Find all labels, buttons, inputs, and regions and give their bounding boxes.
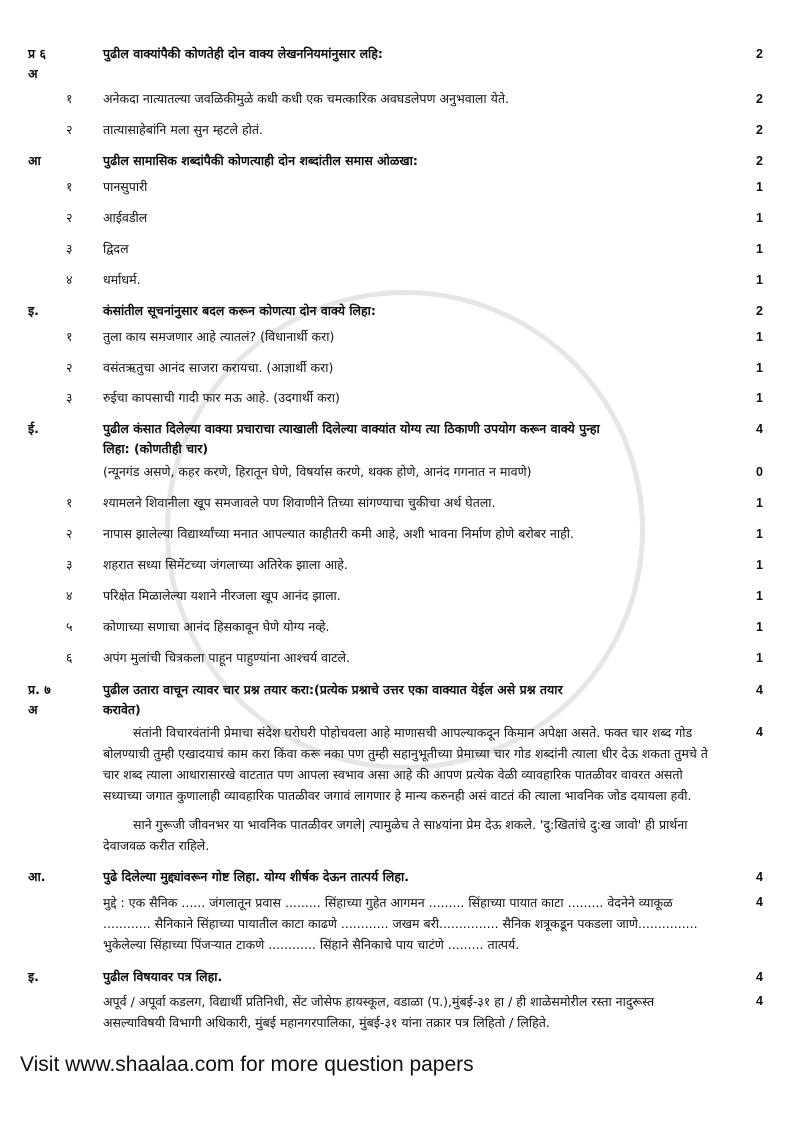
item-number: १ xyxy=(66,495,73,510)
question-row xyxy=(0,967,800,991)
item-number: ५ xyxy=(66,619,73,634)
item-text: अनेकदा नात्यातल्या जवळिकीमुळे कधी कधी एक चमत्कारिक अवघडलेपण अनुभवाला येते. xyxy=(103,91,509,106)
item-text: वसंतऋतुचा आनंद साजरा करायचा. (आज्ञार्थी करा) xyxy=(103,360,334,375)
question-sublabel: अ xyxy=(28,66,38,81)
question-label: प्र. ७ xyxy=(28,682,51,697)
marks: 1 xyxy=(756,527,763,541)
question-heading: पुढील कंसात दिलेल्या वाक्या प्रचाराचा त्याखाली दिलेल्या वाक्यांत योग्य त्या ठिकाणी उपयोग करून वाक्ये पुन्हा xyxy=(103,421,600,436)
question-item xyxy=(0,327,800,358)
item-text: पानसुपारी xyxy=(103,179,148,194)
question-item xyxy=(0,239,800,270)
marks: 1 xyxy=(756,330,763,344)
item-text: कोणाच्या सणाचा आनंद हिसकावून घेणे योग्य नव्हे. xyxy=(103,619,330,634)
question-item xyxy=(0,648,800,680)
item-text: शहरात सध्या सिमेंटच्या जंगलाच्या अतिरेक झाला आहे. xyxy=(103,557,348,572)
marks: 2 xyxy=(756,92,763,106)
marks: 0 xyxy=(756,465,763,479)
question-row xyxy=(0,44,800,64)
question-label: इ. xyxy=(28,969,39,984)
marks: 1 xyxy=(756,620,763,634)
marks: 1 xyxy=(756,558,763,572)
item-number: ४ xyxy=(66,272,73,287)
question-row xyxy=(0,680,800,722)
item-text: द्विदल xyxy=(103,241,129,256)
item-text: आईवडील xyxy=(103,210,148,225)
marks: 1 xyxy=(756,391,763,405)
story-points: मुद्दे : एक सैनिक ...... जंगलातून प्रवास ......... सिंहाच्या गुहेत आगमन ......... सिंहाच्या पायात काटा ......... वेदनेने व्याकूळ ............ सैनिकाने सिंहाच्या पायातील काटा काढणे ............ जखम बरी............... सैनिक शत्रूकडून पकडला जाणे............... भुकेलेल्या सिंहाच्या पिंजऱ्यात टाकणे ............ सिंहाने सैनिकाचे पाय चाटंणे ......... तात्पर्य. xyxy=(103,895,698,952)
marks: 2 xyxy=(756,154,763,168)
marks: 2 xyxy=(756,304,763,318)
item-number: ४ xyxy=(66,588,73,603)
question-item xyxy=(0,177,800,208)
item-text: तुला काय समजणार आहे त्यातलं? (विधानार्थी करा) xyxy=(103,329,335,344)
footer-text: Visit www.shaalaa.com for more question papers xyxy=(20,1053,474,1076)
item-number: २ xyxy=(66,122,73,137)
question-label: आ xyxy=(28,153,41,168)
item-text: रुईचा कापसाची गादी फार मऊ आहे. (उदगार्थी करा) xyxy=(103,390,340,405)
question-label: प्र ६ xyxy=(28,46,46,61)
item-number: १ xyxy=(66,91,73,106)
question-row xyxy=(0,867,800,892)
marks: 1 xyxy=(756,496,763,510)
marks: 4 xyxy=(756,683,763,697)
question-row xyxy=(0,301,800,327)
question-heading: पुढील विषयावर पत्र लिहा. xyxy=(103,969,223,984)
marks: 1 xyxy=(756,273,763,287)
item-number: ६ xyxy=(66,650,73,665)
item-text: नापास झालेल्या विद्यार्थ्यांच्या मनात आपल्यात काहीतरी कमी आहे, अशी भावना निर्माण होणे बरोबर नाही. xyxy=(103,526,574,541)
question-item xyxy=(0,89,800,120)
question-item xyxy=(0,388,800,419)
question-item xyxy=(0,358,800,388)
item-number: ३ xyxy=(66,390,73,405)
question-heading: पुढील सामासिक शब्दांपैकी कोणत्याही दोन शब्दांतील समास ओळखा: xyxy=(103,153,418,168)
item-number: १ xyxy=(66,329,73,344)
question-heading-cont: लिहा: (कोणतीही चार) xyxy=(103,441,209,456)
question-row xyxy=(0,151,800,177)
item-number: २ xyxy=(66,210,73,225)
item-text: श्यामलने शिवानीला खूप समजावले पण शिवाणीने तिच्या सांगण्याचा चुकीचा अर्थ घेतला. xyxy=(103,495,496,510)
question-heading: कंसांतील सूचनांनुसार बदल करून कोणत्या दोन वाक्ये लिहा: xyxy=(103,303,376,318)
item-number: २ xyxy=(66,526,73,541)
question-heading-cont: करावेत) xyxy=(103,702,141,717)
item-text: धर्माधर्म. xyxy=(103,272,141,287)
question-label: ई. xyxy=(28,421,39,436)
item-text: परिक्षेत मिळालेल्या यशाने नीरजला खूप आनंद झाला. xyxy=(103,588,341,603)
question-item xyxy=(0,524,800,555)
question-heading: पुढील वाक्यांपैकी कोणतेही दोन वाक्य लेखननियमांनुसार लहि: xyxy=(103,46,383,61)
passage-paragraph: संतांनी विचारवंतांनी प्रेमाचा संदेश घरोघरी पोहोचवला आहे माणासची आपल्याकदून किमान अपेक्षा असते. फक्त चार शब्द गोड बोलण्याची तुम्ही एखादयाचं काम करा किंवा करू नका पण तुम्ही सहानुभूतीच्या प्रेमाच्या चार गोड शब्दांनी त्याला धीर देऊ शकता तुमचे ते चार शब्द त्याला आधारासारखे वाटतात पण आपला स्वभाव असा आहे की आपण प्रत्येक वेळी व्यावहारिक पातळीवर वावरत असतो सध्याच्या जगात कुणालाही व्यावहारिक पातळीवर जगावं लागणार हे मान्य करुनही असं वाटतं की त्याला भावनिक जोड दयायला हवी. xyxy=(103,725,708,803)
item-number: १ xyxy=(66,179,73,194)
item-number: २ xyxy=(66,360,73,375)
marks: 4 xyxy=(756,870,763,884)
question-label: आ. xyxy=(28,869,46,884)
marks: 1 xyxy=(756,651,763,665)
question-row xyxy=(0,419,800,462)
marks: 1 xyxy=(756,242,763,256)
marks: 1 xyxy=(756,589,763,603)
phrase-options: (न्यूनगंड असणे, कहर करणे, हिरातून घेणे, विषर्यास करणे, थक्क होणे, आनंद गगनात न मावणे) xyxy=(103,464,532,479)
item-text: अपंग मुलांची चित्रकला पाहून पाहुण्यांना आश्चर्य वाटले. xyxy=(103,650,350,665)
question-heading: पुढे दिलेल्या मुद्द्यांवरून गोष्ट लिहा. योग्य शीर्षक देऊन तात्पर्य लिहा. xyxy=(103,869,409,884)
letter-topic: अपूर्व / अपूर्वा कडलग, विद्यार्थी प्रतिनिधी, सेंट जोसेफ हायस्कूल, वडाळा (प.),मुंबई-३१ हा / ही शाळेसमोरील रस्ता नादुरूस्त असल्याविषयी विभागी अधिकारी, मुंबई महानगरपालिका, मुंबई-३१ यांना तक्रार पत्र लिहितो / लिहिते. xyxy=(103,994,655,1030)
question-item xyxy=(0,120,800,151)
question-heading: पुढील उतारा वाचून त्यावर चार प्रश्न तयार करा:(प्रत्येक प्रश्नाचे उत्तर एका वाक्यात येईल असे प्रश्न तयार xyxy=(103,682,563,697)
item-number: ३ xyxy=(66,557,73,572)
question-sublabel: अ xyxy=(28,702,38,717)
question-label: इ. xyxy=(28,303,39,318)
marks: 4 xyxy=(756,994,763,1008)
marks: 1 xyxy=(756,211,763,225)
passage-paragraph: साने गुरूजी जीवनभर या भावनिक पातळीवर जगले| त्यामुळेच ते सा४यांना प्रेम देऊ शकले. 'दु:खितांचे दु:ख जावो' ही प्रार्थना देवाजवळ करीत राहिले. xyxy=(103,817,688,853)
item-text: तात्यासाहेबांनि मला सुन म्हटले होतं. xyxy=(103,122,263,137)
marks: 2 xyxy=(756,123,763,137)
marks: 4 xyxy=(756,422,763,436)
marks: 1 xyxy=(756,180,763,194)
question-item xyxy=(0,586,800,617)
marks: 4 xyxy=(756,895,763,909)
question-item xyxy=(0,493,800,524)
question-item xyxy=(0,208,800,239)
question-item xyxy=(0,270,800,301)
marks: 4 xyxy=(756,970,763,984)
question-item xyxy=(0,617,800,648)
item-number: ३ xyxy=(66,241,73,256)
question-item xyxy=(0,555,800,586)
marks: 1 xyxy=(756,361,763,375)
marks: 4 xyxy=(756,725,763,739)
marks: 2 xyxy=(756,47,763,61)
